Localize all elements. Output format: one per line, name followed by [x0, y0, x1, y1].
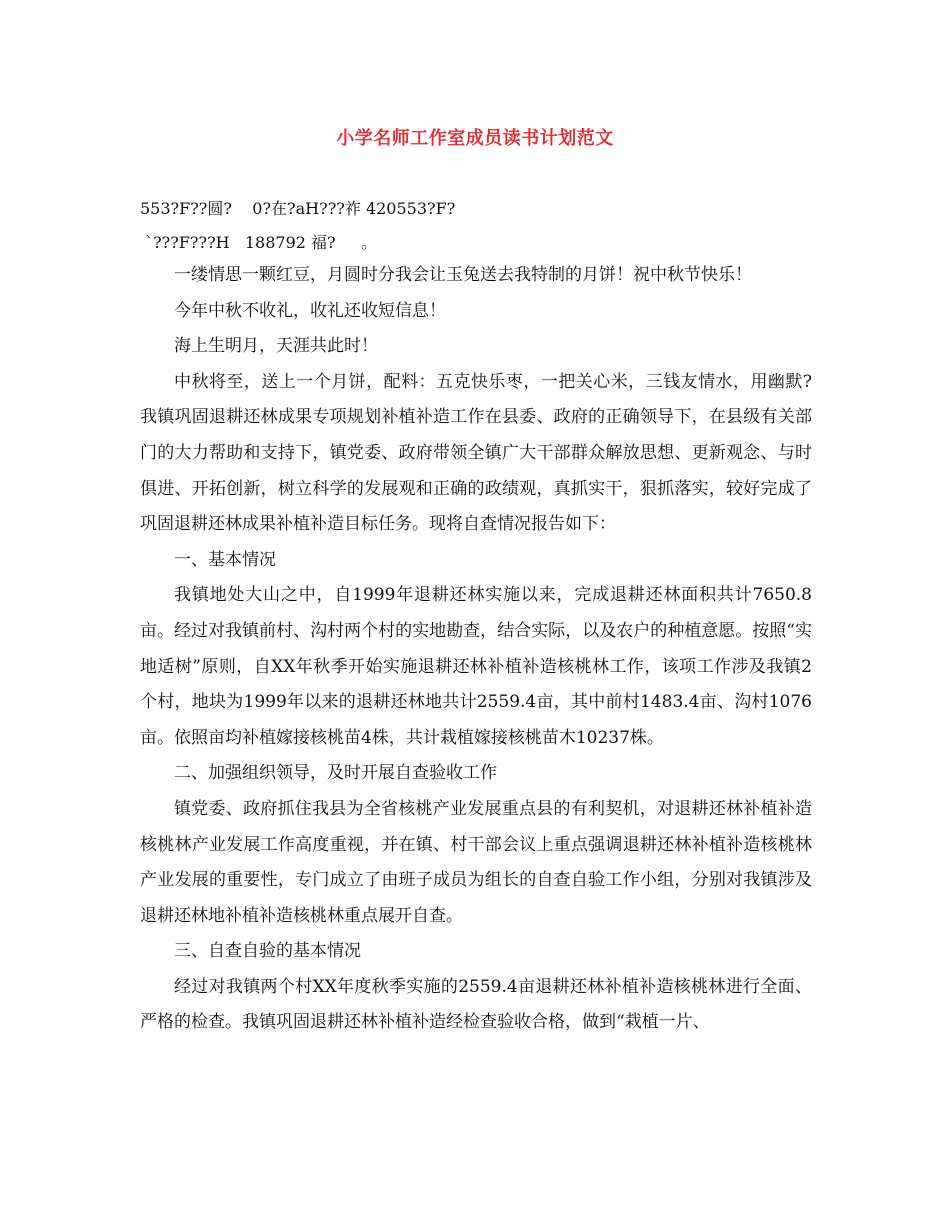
document-title: 小学名师工作室成员读书计划范文 [336, 128, 614, 149]
garbled-line-1: 553?F??圆? 0?在?aH???祚 420553?F? [140, 199, 456, 218]
paragraph: 镇党委、政府抓住我县为全省核桃产业发展重点县的有利契机，对退耕还林补植补造核桃林产业发展工作高度重视，并在镇、村干部会议上重点强调退耕还林补植补造核桃林产业发展的重要性，专门成立了由班子成员为组长的自查自验工作小组，分别对我镇涉及退耕还林地补植补造核桃林重点展开自查。 [140, 798, 812, 926]
paragraph: 海上生明月，天涯共此时！ [174, 336, 378, 357]
section-heading-1: 一、基本情况 [174, 549, 276, 570]
garbled-line-2: `???F???H 188792 福? 。 [140, 233, 378, 252]
paragraph: 一缕情思一颗红豆，月圆时分我会让玉兔送去我特制的月饼！祝中秋节快乐！ [174, 265, 752, 285]
paragraph: 经过对我镇两个村XX年度秋季实施的2559.4亩退耕还林补植补造核桃林进行全面、严格的检查。我镇巩固退耕还林补植补造经检查验收合格，做到“栽植一片、 [140, 976, 812, 1033]
paragraph: 我镇地处大山之中，自1999年退耕还林实施以来，完成退耕还林面积共计7650.8亩。经过对我镇前村、沟村两个村的实地勘查，结合实际，以及农户的种植意愿。按照“实地适树”原则，自XX年秋季开始实施退耕还林补植补造核桃林工作，该项工作涉及我镇2个村，地块为1999年以来的退耕还林地共计2559.4亩，其中前村1483.4亩、沟村1076亩。依照亩均补植嫁接核桃苗4株，共计栽植嫁接核桃苗木10237株。 [140, 585, 812, 748]
paragraph: 中秋将至，送上一个月饼，配料：五克快乐枣，一把关心米，三钱友情水，用幽默? 我镇巩固退耕还林成果专项规划补植补造工作在县委、政府的正确领导下，在县级有关部门的大力帮助和支持下，镇党委、政府带领全镇广大干部群众解放思想、更新观念、与时俱进、开拓创新，树立科学的发展观和正确的政绩观，真抓实干，狠抓落实，较好完成了巩固退耕还林成果补植补造目标任务。现将自查情况报告如下： [140, 371, 846, 535]
section-heading-2: 二、加强组织领导，及时开展自查验收工作 [174, 763, 497, 784]
document-body [140, 258, 846, 1041]
paragraph: 今年中秋不收礼，收礼还收短信息！ [174, 300, 446, 321]
section-heading-3: 三、自查自验的基本情况 [174, 941, 361, 962]
